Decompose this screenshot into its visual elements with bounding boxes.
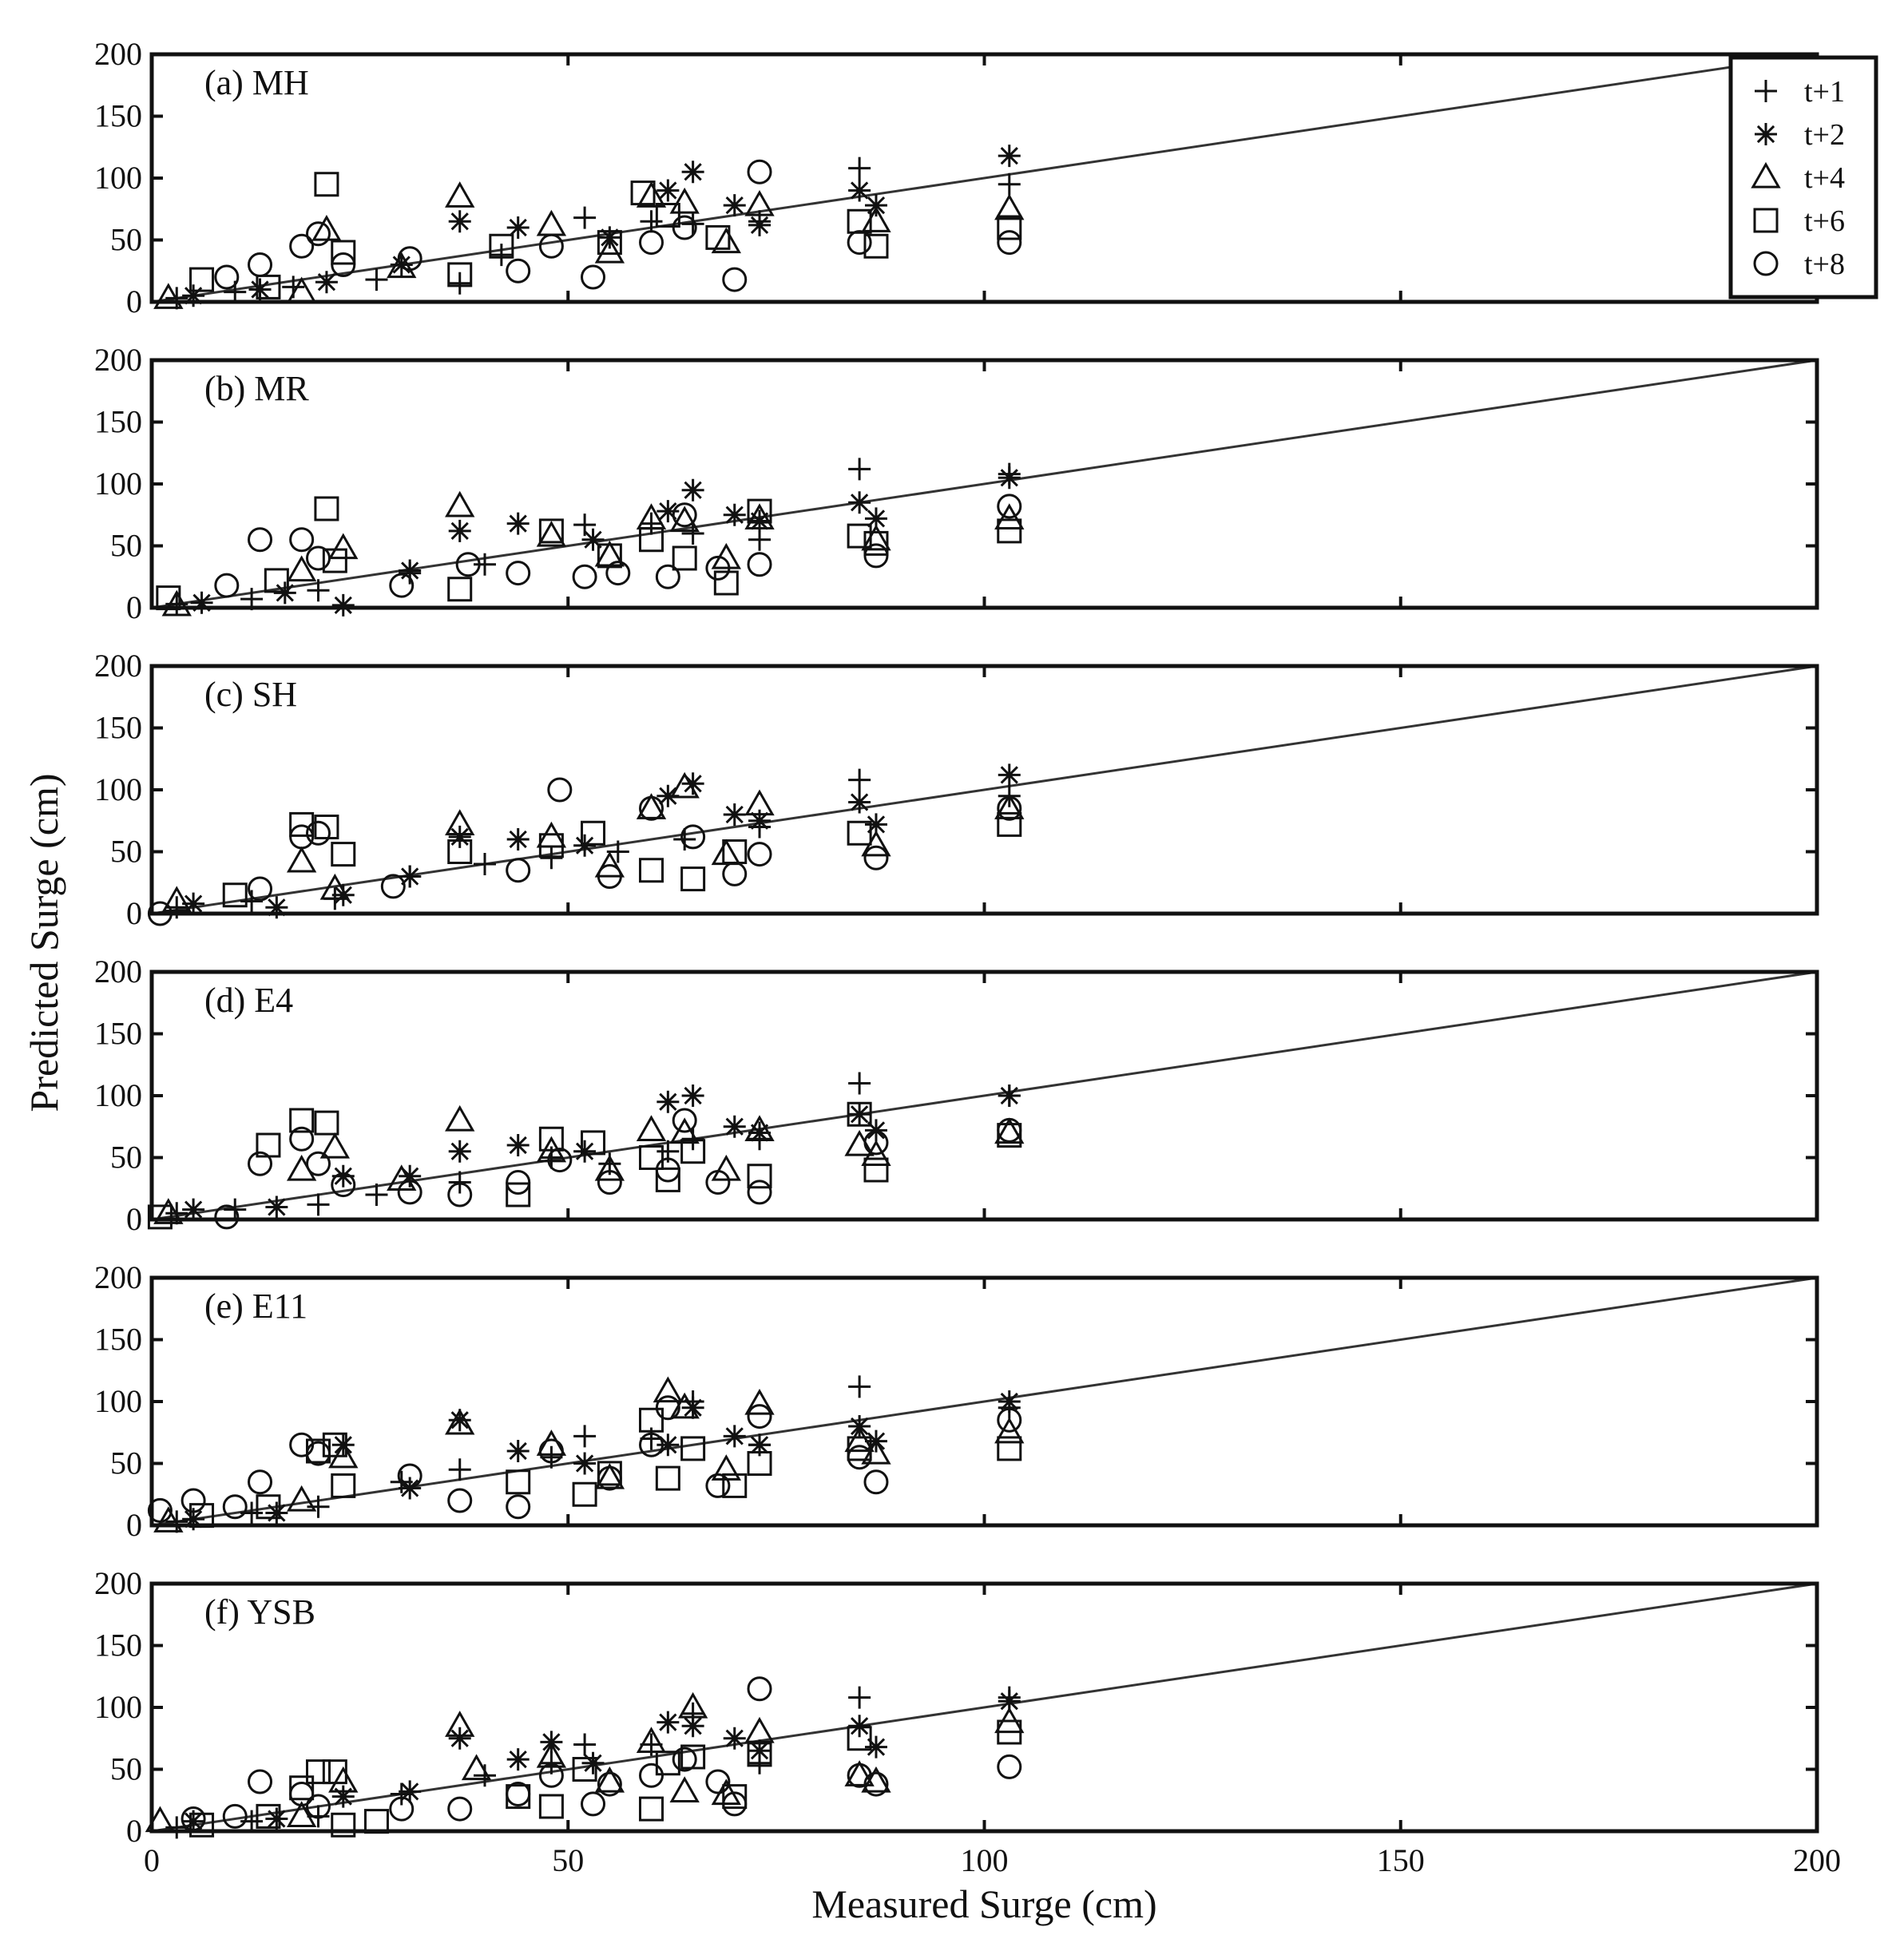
legend-label: t+2 (1804, 118, 1845, 152)
y-tick-label: 100 (94, 160, 142, 196)
y-tick-label: 50 (110, 1139, 142, 1176)
panel-mr (94, 342, 1817, 625)
y-axis-title: Predicted Surge (cm) (22, 773, 66, 1112)
data-point-asterisk (582, 1752, 605, 1774)
data-point-triangle (672, 190, 697, 212)
data-point-circle (216, 574, 238, 597)
data-point-asterisk (724, 1727, 746, 1750)
data-point-circle (998, 1755, 1021, 1778)
y-tick-label: 150 (94, 709, 142, 746)
data-point-asterisk (507, 513, 530, 535)
data-point-circle (249, 1770, 272, 1793)
series-tplus2 (182, 763, 1021, 918)
data-point-circle (307, 1152, 330, 1175)
y-tick-label: 200 (94, 954, 142, 989)
y-tick-label: 100 (94, 1383, 142, 1419)
data-point-circle (748, 843, 771, 866)
data-point-triangle (713, 842, 739, 864)
y-tick-label: 50 (110, 833, 142, 870)
data-point-asterisk (182, 1199, 204, 1221)
data-point-circle (748, 1406, 771, 1428)
data-point-triangle (672, 1778, 697, 1801)
data-point-asterisk (848, 791, 871, 814)
data-point-asterisk (332, 594, 355, 617)
y-tick-label: 150 (94, 403, 142, 440)
data-point-asterisk (682, 479, 704, 502)
data-point-plus (848, 769, 871, 791)
y-tick-label: 200 (94, 36, 142, 72)
data-point-asterisk (507, 1440, 530, 1462)
data-point-square (641, 1798, 663, 1820)
data-point-triangle (638, 1117, 664, 1140)
series-tplus2 (191, 466, 1021, 617)
y-tick-label: 100 (94, 466, 142, 502)
series-tplus8 (216, 161, 1021, 291)
data-point-asterisk (573, 1453, 596, 1475)
data-point-asterisk (848, 491, 871, 513)
data-point-circle (998, 232, 1021, 254)
data-point-circle (249, 254, 272, 276)
panel-label: (a) MH (204, 63, 309, 102)
data-point-asterisk (724, 1425, 746, 1447)
data-point-asterisk (265, 1502, 288, 1525)
data-point-asterisk (682, 1084, 704, 1107)
y-tick-label: 0 (126, 1813, 142, 1849)
data-point-asterisk (449, 1727, 471, 1750)
data-point-triangle (447, 494, 473, 516)
data-point-triangle (289, 1157, 315, 1180)
data-point-asterisk (724, 803, 746, 826)
data-point-asterisk (656, 1711, 679, 1734)
data-point-circle (748, 553, 771, 576)
y-tick-label: 150 (94, 97, 142, 134)
legend-label: t+6 (1804, 204, 1845, 238)
data-point-triangle (447, 184, 473, 206)
data-point-circle (507, 1496, 530, 1518)
panel-e4 (94, 954, 1817, 1237)
panel-label: (b) MR (204, 369, 309, 408)
data-point-asterisk (998, 1084, 1021, 1107)
data-point-asterisk (682, 161, 704, 183)
y-tick-label: 150 (94, 1627, 142, 1663)
data-point-circle (656, 565, 679, 588)
data-point-asterisk (724, 1116, 746, 1138)
data-point-asterisk (399, 1780, 421, 1802)
data-point-circle (865, 1471, 887, 1493)
legend-box (1731, 57, 1876, 297)
series-tplus4 (156, 1108, 1022, 1223)
data-point-square (673, 547, 696, 569)
data-point-asterisk (724, 194, 746, 216)
y-tick-label: 150 (94, 1015, 142, 1052)
data-point-square (365, 1810, 387, 1833)
x-tick-label: 0 (144, 1842, 160, 1878)
data-point-square (315, 173, 338, 196)
data-point-circle (507, 260, 530, 282)
y-tick-label: 0 (126, 1507, 142, 1543)
data-point-plus (848, 157, 871, 180)
data-point-asterisk (998, 145, 1021, 167)
data-point-asterisk (998, 466, 1021, 489)
data-point-asterisk (449, 1140, 471, 1163)
panel-mh (94, 36, 1817, 319)
data-point-plus (848, 1073, 871, 1095)
data-point-circle (291, 235, 313, 257)
data-point-asterisk (332, 1786, 355, 1808)
data-point-square (682, 868, 704, 890)
data-point-square (315, 1112, 338, 1134)
data-point-circle (540, 235, 562, 257)
data-point-triangle (322, 1135, 347, 1157)
data-point-square (656, 1467, 679, 1489)
data-point-square (332, 1474, 355, 1497)
asterisk-icon (1755, 123, 1777, 145)
data-point-square (998, 1437, 1021, 1460)
data-point-triangle (713, 1457, 739, 1479)
data-point-circle (449, 1489, 471, 1512)
data-point-circle (249, 529, 272, 551)
data-point-circle (307, 547, 330, 569)
data-point-asterisk (449, 210, 471, 232)
data-point-asterisk (315, 271, 338, 293)
data-point-plus (573, 1425, 596, 1447)
data-point-plus (449, 272, 471, 295)
data-point-triangle (655, 1379, 680, 1402)
data-point-triangle (331, 536, 356, 558)
series-tplus6 (157, 498, 1021, 609)
y-tick-label: 100 (94, 1077, 142, 1113)
data-point-asterisk (191, 592, 213, 614)
y-tick-label: 100 (94, 1689, 142, 1725)
data-point-square (449, 578, 471, 601)
data-point-plus (474, 853, 496, 875)
x-tick-label: 150 (1376, 1842, 1425, 1878)
data-point-square (307, 1761, 330, 1783)
data-point-triangle (289, 849, 315, 871)
data-point-circle (573, 565, 596, 588)
data-point-circle (724, 268, 746, 291)
data-point-circle (748, 1181, 771, 1203)
y-tick-label: 50 (110, 221, 142, 258)
data-point-square (291, 1777, 313, 1799)
y-tick-label: 100 (94, 771, 142, 807)
data-point-circle (848, 232, 871, 254)
data-point-triangle (314, 217, 339, 240)
data-point-asterisk (724, 504, 746, 526)
data-point-asterisk (748, 810, 771, 832)
series-tplus4 (156, 1379, 1022, 1532)
panel-label: (d) E4 (204, 981, 294, 1020)
series-tplus4 (156, 184, 1022, 307)
data-point-circle (224, 1805, 246, 1827)
y-tick-label: 200 (94, 1259, 142, 1295)
data-point-square (998, 520, 1021, 542)
x-tick-label: 50 (552, 1842, 585, 1878)
data-point-asterisk (998, 763, 1021, 786)
data-point-square (865, 235, 887, 257)
data-point-circle (748, 1678, 771, 1700)
y-tick-label: 50 (110, 527, 142, 564)
data-point-square (682, 1437, 704, 1460)
data-point-square (641, 1147, 663, 1169)
data-point-circle (641, 232, 663, 254)
data-point-circle (865, 847, 887, 869)
data-point-asterisk (507, 828, 530, 851)
data-point-circle (249, 1471, 272, 1493)
series-tplus8 (182, 1678, 1021, 1830)
data-point-asterisk (399, 866, 421, 888)
data-point-circle (507, 859, 530, 882)
legend-label: t+8 (1804, 248, 1845, 281)
panel-label: (c) SH (204, 675, 298, 714)
data-point-asterisk (449, 826, 471, 848)
reference-line (152, 972, 1817, 1219)
data-point-circle (449, 1798, 471, 1820)
data-point-square (315, 498, 338, 520)
data-point-asterisk (582, 529, 605, 551)
y-tick-label: 200 (94, 648, 142, 684)
data-point-circle (507, 562, 530, 585)
data-point-plus (848, 1375, 871, 1398)
y-tick-label: 200 (94, 342, 142, 378)
data-point-circle (748, 161, 771, 183)
data-point-plus (240, 890, 263, 913)
series-tplus4 (164, 494, 1022, 615)
y-tick-label: 0 (126, 589, 142, 625)
y-tick-label: 150 (94, 1321, 142, 1358)
data-point-plus (848, 1687, 871, 1709)
data-point-circle (724, 862, 746, 885)
data-point-asterisk (265, 1196, 288, 1219)
data-point-circle (707, 1474, 729, 1497)
y-tick-label: 50 (110, 1751, 142, 1787)
data-point-square (656, 1168, 679, 1191)
data-point-asterisk (748, 214, 771, 236)
data-point-asterisk (656, 1091, 679, 1113)
data-point-asterisk (507, 1748, 530, 1770)
data-point-asterisk (865, 194, 887, 216)
data-point-square (865, 1159, 887, 1181)
data-point-plus (365, 268, 387, 291)
data-point-square (848, 210, 871, 232)
data-point-asterisk (848, 180, 871, 202)
data-point-plus (573, 207, 596, 229)
data-point-plus (848, 458, 871, 480)
data-point-asterisk (449, 520, 471, 542)
y-tick-label: 0 (126, 284, 142, 319)
data-point-asterisk (573, 1140, 596, 1163)
series-tplus2 (182, 145, 1021, 307)
data-point-circle (549, 779, 571, 801)
data-point-circle (291, 529, 313, 551)
data-point-circle (307, 822, 330, 844)
panel-ysb (94, 1565, 1817, 1849)
data-point-triangle (289, 557, 315, 580)
data-point-triangle (447, 1108, 473, 1130)
data-point-asterisk (332, 884, 355, 906)
legend-label: t+1 (1804, 75, 1845, 109)
series-tplus1 (165, 157, 1021, 310)
data-point-square (507, 1471, 530, 1493)
y-tick-label: 0 (126, 1201, 142, 1237)
panel-label: (e) E11 (204, 1287, 308, 1326)
data-point-circle (707, 1172, 729, 1194)
data-point-asterisk (507, 1134, 530, 1156)
data-point-triangle (538, 212, 564, 235)
panel-sh (94, 648, 1817, 931)
x-tick-label: 200 (1793, 1842, 1841, 1878)
data-point-asterisk (848, 1103, 871, 1125)
y-tick-label: 50 (110, 1445, 142, 1481)
legend (1731, 57, 1876, 297)
data-point-circle (224, 1496, 246, 1518)
data-point-square (332, 843, 355, 866)
data-point-square (641, 859, 663, 882)
panel-e11 (94, 1259, 1817, 1543)
x-axis-title: Measured Surge (cm) (811, 1882, 1157, 1926)
data-point-asterisk (865, 1736, 887, 1759)
data-point-circle (582, 266, 605, 288)
x-tick-label: 100 (960, 1842, 1009, 1878)
data-point-square (540, 1795, 562, 1818)
data-point-circle (582, 1793, 605, 1815)
legend-label: t+4 (1804, 161, 1845, 195)
data-point-circle (998, 1119, 1021, 1141)
y-tick-label: 200 (94, 1565, 142, 1601)
data-point-square (573, 1483, 596, 1505)
data-point-circle (216, 266, 238, 288)
panel-label: (f) YSB (204, 1592, 315, 1632)
y-tick-label: 0 (126, 895, 142, 931)
data-point-triangle (863, 527, 889, 549)
series-tplus6 (191, 1721, 1021, 1836)
